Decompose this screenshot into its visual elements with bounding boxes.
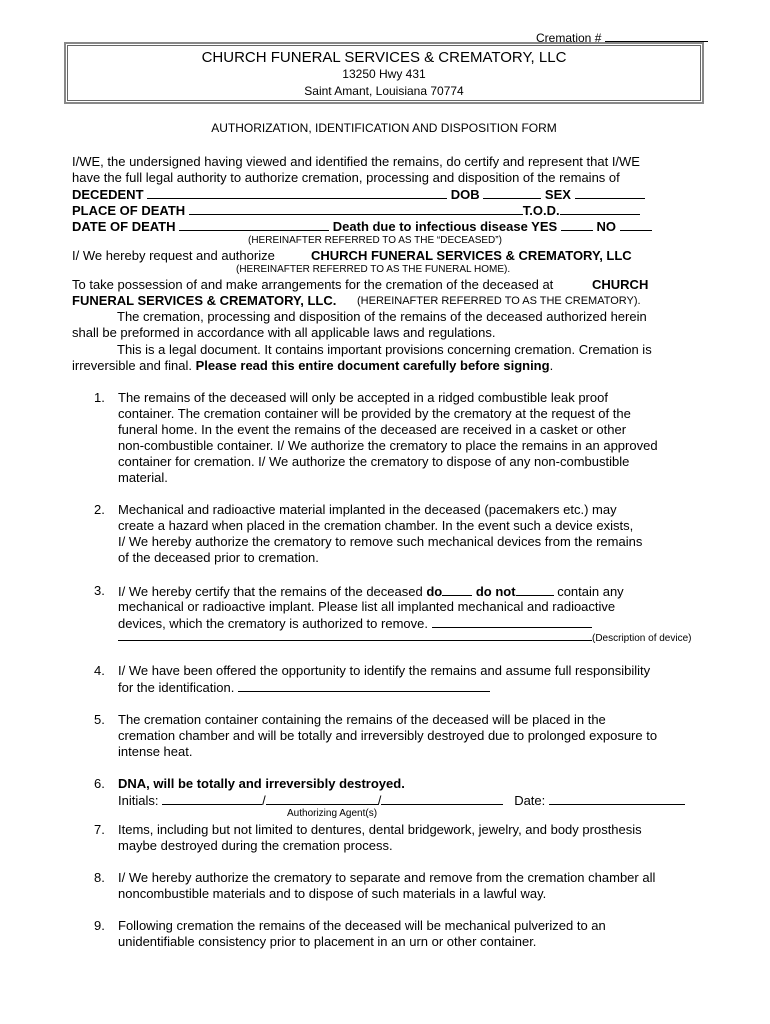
place-of-death-row bbox=[72, 202, 640, 219]
paragraph-2-warning: Please read this entire document carefully before signing bbox=[195, 358, 550, 373]
address-line-1: 13250 Hwy 431 bbox=[342, 67, 426, 81]
authorize-prefix: I/ We hereby request and authorize bbox=[72, 248, 275, 263]
item-3-do-not-field[interactable] bbox=[516, 583, 554, 596]
item-9-line: Following cremation the remains of the deceased will be mechanical pulverized to an bbox=[118, 918, 606, 933]
item-2-line: Mechanical and radioactive material implanted in the deceased (pacemakers etc.) may bbox=[118, 502, 617, 517]
company-name: CHURCH FUNERAL SERVICES & CREMATORY, LLC bbox=[201, 49, 567, 66]
item-1-line: container. The cremation container will be provided by the crematory at the request of the bbox=[118, 406, 631, 421]
item-1-line: container for cremation. I/ We authorize the crematory to dispose of any non-combustible bbox=[118, 454, 630, 469]
address-line-2: Saint Amant, Louisiana 70774 bbox=[304, 84, 464, 98]
item-6-initials-row: Initials: / / Date: bbox=[118, 792, 685, 809]
item-7-number: 7. bbox=[94, 822, 105, 837]
item-3-contain-any: contain any bbox=[557, 584, 624, 599]
infectious-no-field[interactable] bbox=[620, 218, 652, 231]
infectious-disease-label: Death due to infectious disease YES bbox=[332, 219, 558, 234]
hereinafter-crematory: (HEREINAFTER REFERRED TO AS THE CREMATORY). bbox=[357, 295, 641, 307]
item-8-line: noncombustible materials and to dispose of such materials in a lawful way. bbox=[118, 886, 547, 901]
item-1-line: funeral home. In the event the remains of the deceased are received in a casket or other bbox=[118, 422, 627, 437]
possession-company-a: CHURCH bbox=[592, 277, 649, 292]
possession-company-b: FUNERAL SERVICES & CREMATORY, LLC. bbox=[72, 293, 337, 308]
paragraph-2-line-1: This is a legal document. It contains important provisions concerning cremation. Cremation is bbox=[117, 342, 652, 357]
infectious-yes-field[interactable] bbox=[561, 218, 593, 231]
item-3-do-not-label: do not bbox=[475, 584, 516, 599]
decedent-label: DECEDENT bbox=[72, 187, 144, 202]
item-5-line: cremation chamber and will be totally and irreversibly destroyed due to prolonged exposure to bbox=[118, 728, 658, 743]
item-3-do-field[interactable] bbox=[442, 583, 472, 596]
decedent-field[interactable] bbox=[147, 186, 447, 199]
initials-field-2[interactable] bbox=[266, 792, 378, 805]
item-3-do-label: do bbox=[426, 584, 443, 599]
date-of-death-field[interactable] bbox=[179, 218, 329, 231]
item-4-number: 4. bbox=[94, 663, 105, 678]
intro-line-1: I/WE, the undersigned having viewed and identified the remains, do certify and represent that I/WE bbox=[72, 154, 640, 169]
paragraph-1-line-1: The cremation, processing and disposition of the remains of the deceased authorized herein bbox=[117, 309, 647, 324]
item-4-identification-text: for the identification. bbox=[118, 680, 235, 695]
paragraph-2-period: . bbox=[549, 358, 554, 373]
paragraph-2-line-2 bbox=[72, 358, 553, 374]
place-of-death-field[interactable] bbox=[189, 202, 523, 215]
item-8-number: 8. bbox=[94, 870, 105, 885]
dob-field[interactable] bbox=[483, 186, 541, 199]
item-5-number: 5. bbox=[94, 712, 105, 727]
item-5-line: The cremation container containing the remains of the deceased will be placed in the bbox=[118, 712, 606, 727]
item-6-number: 6. bbox=[94, 776, 105, 791]
item-1-number: 1. bbox=[94, 390, 105, 405]
item-9-line: unidentifiable consistency prior to placement in an urn or other container. bbox=[118, 934, 537, 949]
cremation-label-text: Cremation # bbox=[536, 31, 602, 45]
item-2-line: of the deceased prior to cremation. bbox=[118, 550, 319, 565]
device-description-label: (Description of device) bbox=[592, 633, 692, 644]
item-5-line: intense heat. bbox=[118, 744, 193, 759]
date-field[interactable] bbox=[549, 792, 685, 805]
paragraph-1-line-2: shall be preformed in accordance with all applicable laws and regulations. bbox=[72, 325, 496, 340]
possession-line-1: To take possession of and make arrangements for the cremation of the deceased at bbox=[72, 277, 554, 292]
item-9-number: 9. bbox=[94, 918, 105, 933]
item-6-dna: DNA, will be totally and irreversibly destroyed. bbox=[118, 776, 405, 791]
item-1-line: non-combustible container. I/ We authorize the crematory to place the remains in an approved bbox=[118, 438, 658, 453]
item-2-number: 2. bbox=[94, 502, 105, 517]
intro-line-2: have the full legal authority to authorize cremation, processing and disposition of the remains of bbox=[72, 170, 620, 185]
authorize-company: CHURCH FUNERAL SERVICES & CREMATORY, LLC bbox=[311, 248, 632, 263]
cremation-number-field[interactable] bbox=[605, 29, 708, 42]
item-2-line: I/ We hereby authorize the crematory to remove such mechanical devices from the remains bbox=[118, 534, 643, 549]
date-of-death-row bbox=[72, 218, 652, 235]
item-3-number: 3. bbox=[94, 583, 105, 598]
place-of-death-label: PLACE OF DEATH bbox=[72, 203, 186, 218]
hereinafter-deceased: (HEREINAFTER REFERRED TO AS THE “DECEASED”) bbox=[248, 235, 502, 246]
item-3-line-3 bbox=[118, 615, 592, 632]
item-3-devices-text: devices, which the crematory is authorized to remove. bbox=[118, 616, 428, 631]
item-3-devices-field[interactable] bbox=[432, 615, 592, 628]
item-2-line: create a hazard when placed in the cremation chamber. In the event such a device exists, bbox=[118, 518, 634, 533]
item-7-line: maybe destroyed during the cremation process. bbox=[118, 838, 393, 853]
date-of-death-label: DATE OF DEATH bbox=[72, 219, 176, 234]
identification-field[interactable] bbox=[238, 679, 490, 692]
item-4-line: I/ We have been offered the opportunity to identify the remains and assume full responsibility bbox=[118, 663, 651, 678]
item-3-certify-text: I/ We hereby certify that the remains of the deceased bbox=[118, 584, 423, 599]
dob-label: DOB bbox=[450, 187, 480, 202]
initials-field-3[interactable] bbox=[381, 792, 503, 805]
item-3-line-1 bbox=[118, 583, 624, 600]
device-description-field[interactable] bbox=[118, 640, 592, 641]
sex-label: SEX bbox=[544, 187, 571, 202]
item-4-line-2 bbox=[118, 679, 490, 696]
tod-label: T.O.D. bbox=[522, 203, 560, 218]
paragraph-2-irreversible: irreversible and final. bbox=[72, 358, 192, 373]
infectious-no-label: NO bbox=[596, 219, 616, 234]
initials-label: Initials: bbox=[118, 793, 159, 808]
decedent-row bbox=[72, 186, 645, 203]
item-8-line: I/ We hereby authorize the crematory to separate and remove from the cremation chamber all bbox=[118, 870, 656, 885]
item-1-line: material. bbox=[118, 470, 168, 485]
item-7-line: Items, including but not limited to dentures, dental bridgework, jewelry, and body prosthesis bbox=[118, 822, 642, 837]
hereinafter-funeral-home: (HEREINAFTER REFERRED TO AS THE FUNERAL HOME). bbox=[236, 264, 511, 275]
sex-field[interactable] bbox=[575, 186, 645, 199]
form-title: AUTHORIZATION, IDENTIFICATION AND DISPOSITION FORM bbox=[211, 121, 557, 135]
date-label: Date: bbox=[514, 793, 546, 808]
item-1-line: The remains of the deceased will only be accepted in a ridged combustible leak proof bbox=[118, 390, 608, 405]
initials-field-1[interactable] bbox=[162, 792, 262, 805]
item-3-line: mechanical or radioactive implant. Please list all implanted mechanical and radioactive bbox=[118, 599, 616, 614]
tod-field[interactable] bbox=[560, 202, 640, 215]
authorizing-agents-label: Authorizing Agent(s) bbox=[287, 808, 378, 819]
